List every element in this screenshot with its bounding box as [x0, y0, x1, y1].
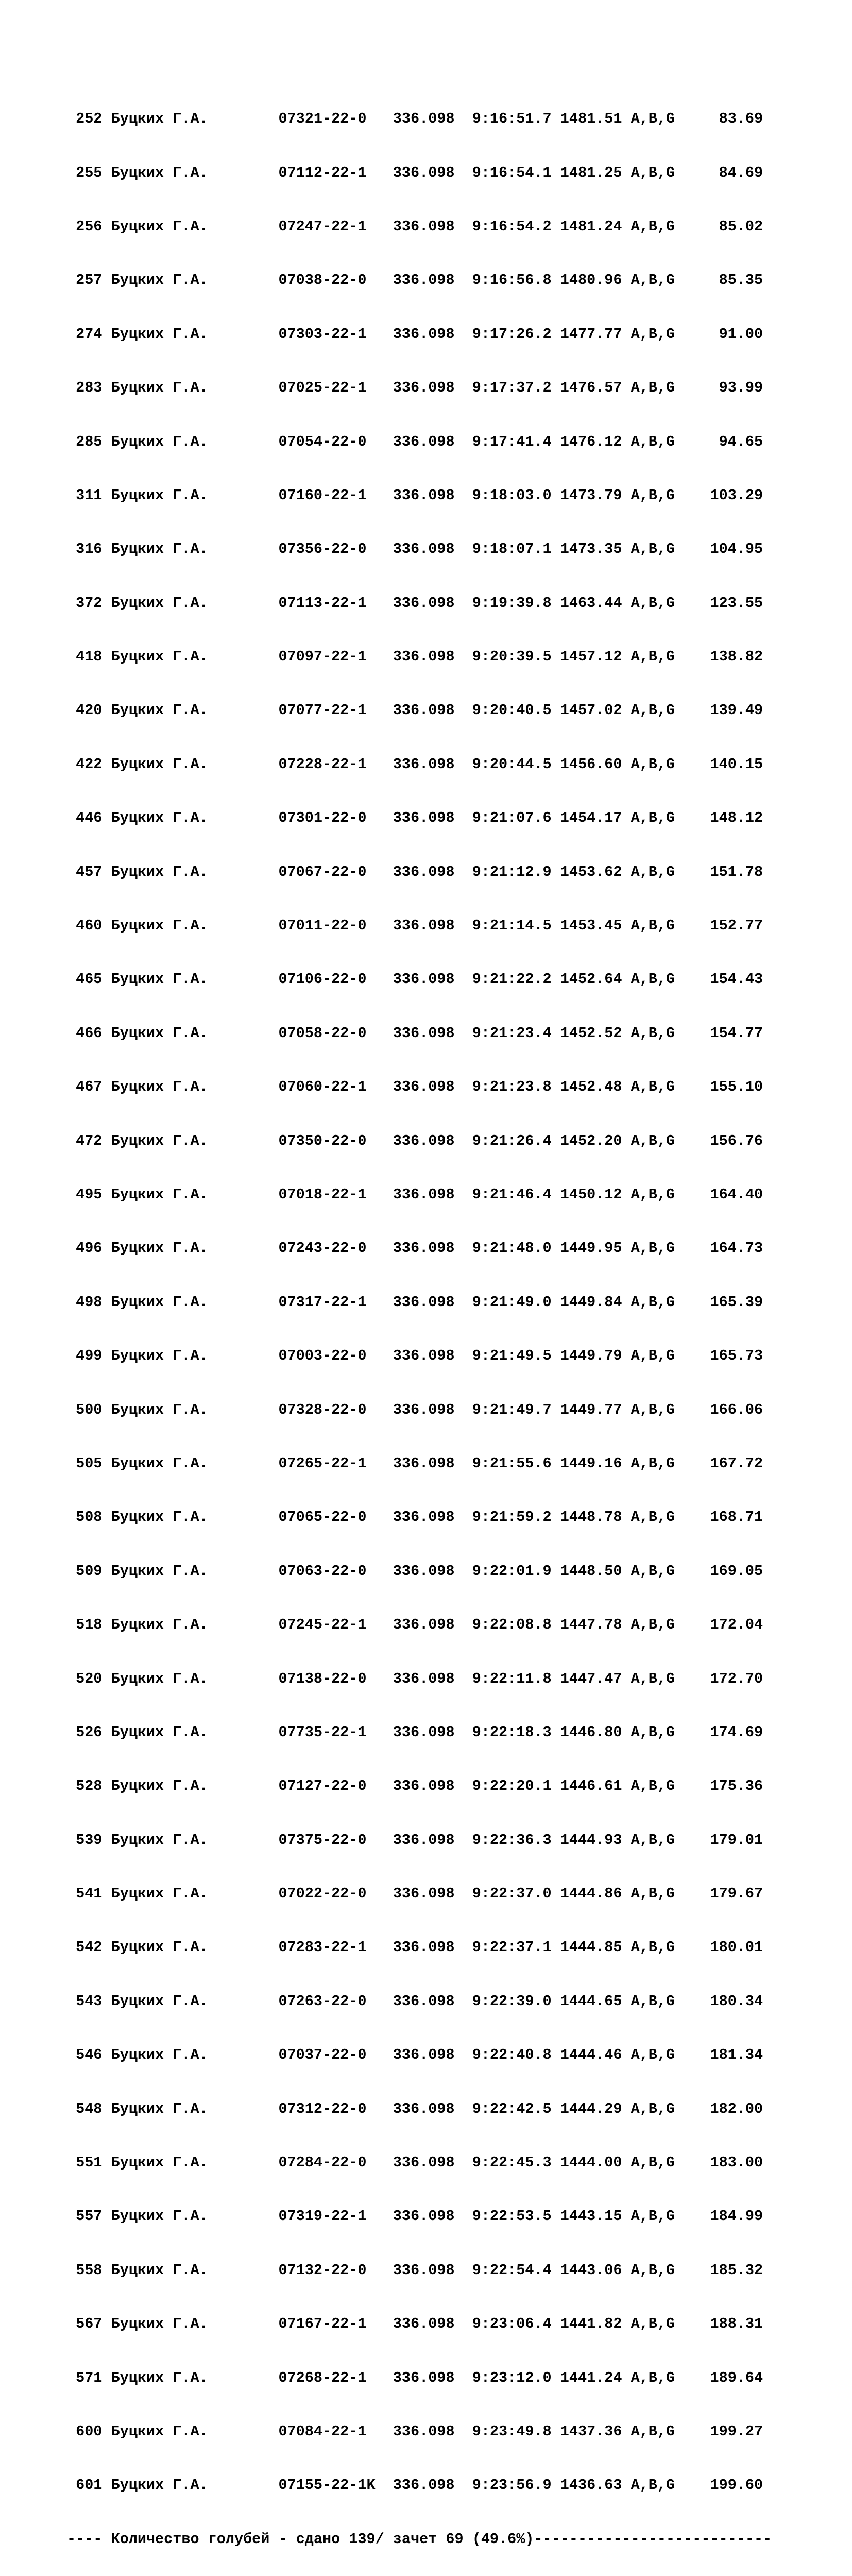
result-row: 498 Буцких Г.А. 07317-22-1 336.098 9:21:49.0 1449.84 A,B,G 165.39: [67, 1293, 763, 1311]
result-row: 543 Буцких Г.А. 07263-22-0 336.098 9:22:39.0 1444.65 A,B,G 180.34: [67, 1992, 763, 2010]
result-row: 418 Буцких Г.А. 07097-22-1 336.098 9:20:39.5 1457.12 A,B,G 138.82: [67, 648, 763, 666]
result-row: 528 Буцких Г.А. 07127-22-0 336.098 9:22:20.1 1446.61 A,B,G 175.36: [67, 1777, 763, 1795]
result-row: 500 Буцких Г.А. 07328-22-0 336.098 9:21:49.7 1449.77 A,B,G 166.06: [67, 1401, 763, 1418]
result-row: 285 Буцких Г.А. 07054-22-0 336.098 9:17:41.4 1476.12 A,B,G 94.65: [67, 433, 763, 450]
result-row: 457 Буцких Г.А. 07067-22-0 336.098 9:21:12.9 1453.62 A,B,G 151.78: [67, 863, 763, 880]
result-row: 465 Буцких Г.А. 07106-22-0 336.098 9:21:22.2 1452.64 A,B,G 154.43: [67, 971, 763, 988]
result-row: 316 Буцких Г.А. 07356-22-0 336.098 9:18:07.1 1473.35 A,B,G 104.95: [67, 540, 763, 558]
result-row: 499 Буцких Г.А. 07003-22-0 336.098 9:21:49.5 1449.79 A,B,G 165.73: [67, 1347, 763, 1365]
result-row: 600 Буцких Г.А. 07084-22-1 336.098 9:23:49.8 1437.36 A,B,G 199.27: [67, 2422, 763, 2440]
result-row: 567 Буцких Г.А. 07167-22-1 336.098 9:23:06.4 1441.82 A,B,G 188.31: [67, 2315, 763, 2333]
result-row: 505 Буцких Г.А. 07265-22-1 336.098 9:21:55.6 1449.16 A,B,G 167.72: [67, 1454, 763, 1472]
result-row: 539 Буцких Г.А. 07375-22-0 336.098 9:22:36.3 1444.93 A,B,G 179.01: [67, 1831, 763, 1849]
section-1-summary: ---- Количество голубей - сдано 139/ зачет 69 (49.6%)---------------------------: [67, 2530, 772, 2548]
result-row: 472 Буцких Г.А. 07350-22-0 336.098 9:21:26.4 1452.20 A,B,G 156.76: [67, 1132, 763, 1149]
result-row: 526 Буцких Г.А. 07735-22-1 336.098 9:22:18.3 1446.80 A,B,G 174.69: [67, 1723, 763, 1741]
result-row: 557 Буцких Г.А. 07319-22-1 336.098 9:22:53.5 1443.15 A,B,G 184.99: [67, 2208, 763, 2225]
results-document: [67, 39, 772, 2576]
result-row: 551 Буцких Г.А. 07284-22-0 336.098 9:22:45.3 1444.00 A,B,G 183.00: [67, 2154, 763, 2172]
result-row: 601 Буцких Г.А. 07155-22-1K 336.098 9:23:56.9 1436.63 A,B,G 199.60: [67, 2477, 763, 2494]
result-row: 422 Буцких Г.А. 07228-22-1 336.098 9:20:44.5 1456.60 A,B,G 140.15: [67, 755, 763, 773]
result-row: 255 Буцких Г.А. 07112-22-1 336.098 9:16:54.1 1481.25 A,B,G 84.69: [67, 164, 763, 181]
result-row: 518 Буцких Г.А. 07245-22-1 336.098 9:22:08.8 1447.78 A,B,G 172.04: [67, 1616, 763, 1634]
section-1-rows: [67, 75, 772, 2576]
result-row: 274 Буцких Г.А. 07303-22-1 336.098 9:17:26.2 1477.77 A,B,G 91.00: [67, 325, 763, 343]
result-row: 571 Буцких Г.А. 07268-22-1 336.098 9:23:12.0 1441.24 A,B,G 189.64: [67, 2369, 763, 2386]
result-row: 372 Буцких Г.А. 07113-22-1 336.098 9:19:39.8 1463.44 A,B,G 123.55: [67, 594, 763, 612]
result-row: 495 Буцких Г.А. 07018-22-1 336.098 9:21:46.4 1450.12 A,B,G 164.40: [67, 1186, 763, 1203]
result-row: 460 Буцких Г.А. 07011-22-0 336.098 9:21:14.5 1453.45 A,B,G 152.77: [67, 917, 763, 935]
result-row: 311 Буцких Г.А. 07160-22-1 336.098 9:18:03.0 1473.79 A,B,G 103.29: [67, 486, 763, 504]
result-row: 467 Буцких Г.А. 07060-22-1 336.098 9:21:23.8 1452.48 A,B,G 155.10: [67, 1078, 763, 1096]
result-row: 548 Буцких Г.А. 07312-22-0 336.098 9:22:42.5 1444.29 A,B,G 182.00: [67, 2100, 763, 2117]
result-row: 546 Буцких Г.А. 07037-22-0 336.098 9:22:40.8 1444.46 A,B,G 181.34: [67, 2046, 763, 2064]
result-row: 542 Буцких Г.А. 07283-22-1 336.098 9:22:37.1 1444.85 A,B,G 180.01: [67, 1939, 763, 1956]
result-row: 256 Буцких Г.А. 07247-22-1 336.098 9:16:54.2 1481.24 A,B,G 85.02: [67, 217, 763, 235]
result-row: 420 Буцких Г.А. 07077-22-1 336.098 9:20:40.5 1457.02 A,B,G 139.49: [67, 702, 763, 719]
result-row: 446 Буцких Г.А. 07301-22-0 336.098 9:21:07.6 1454.17 A,B,G 148.12: [67, 809, 763, 827]
result-row: 466 Буцких Г.А. 07058-22-0 336.098 9:21:23.4 1452.52 A,B,G 154.77: [67, 1024, 763, 1042]
result-row: 283 Буцких Г.А. 07025-22-1 336.098 9:17:37.2 1476.57 A,B,G 93.99: [67, 379, 763, 397]
result-row: 496 Буцких Г.А. 07243-22-0 336.098 9:21:48.0 1449.95 A,B,G 164.73: [67, 1240, 763, 1257]
result-row: 509 Буцких Г.А. 07063-22-0 336.098 9:22:01.9 1448.50 A,B,G 169.05: [67, 1562, 763, 1580]
result-row: 558 Буцких Г.А. 07132-22-0 336.098 9:22:54.4 1443.06 A,B,G 185.32: [67, 2261, 763, 2279]
result-row: 257 Буцких Г.А. 07038-22-0 336.098 9:16:56.8 1480.96 A,B,G 85.35: [67, 272, 763, 289]
result-row: 508 Буцких Г.А. 07065-22-0 336.098 9:21:59.2 1448.78 A,B,G 168.71: [67, 1509, 763, 1526]
result-row: 541 Буцких Г.А. 07022-22-0 336.098 9:22:37.0 1444.86 A,B,G 179.67: [67, 1885, 763, 1903]
result-row: 520 Буцких Г.А. 07138-22-0 336.098 9:22:11.8 1447.47 A,B,G 172.70: [67, 1670, 763, 1687]
result-row: 252 Буцких Г.А. 07321-22-0 336.098 9:16:51.7 1481.51 A,B,G 83.69: [67, 110, 763, 128]
